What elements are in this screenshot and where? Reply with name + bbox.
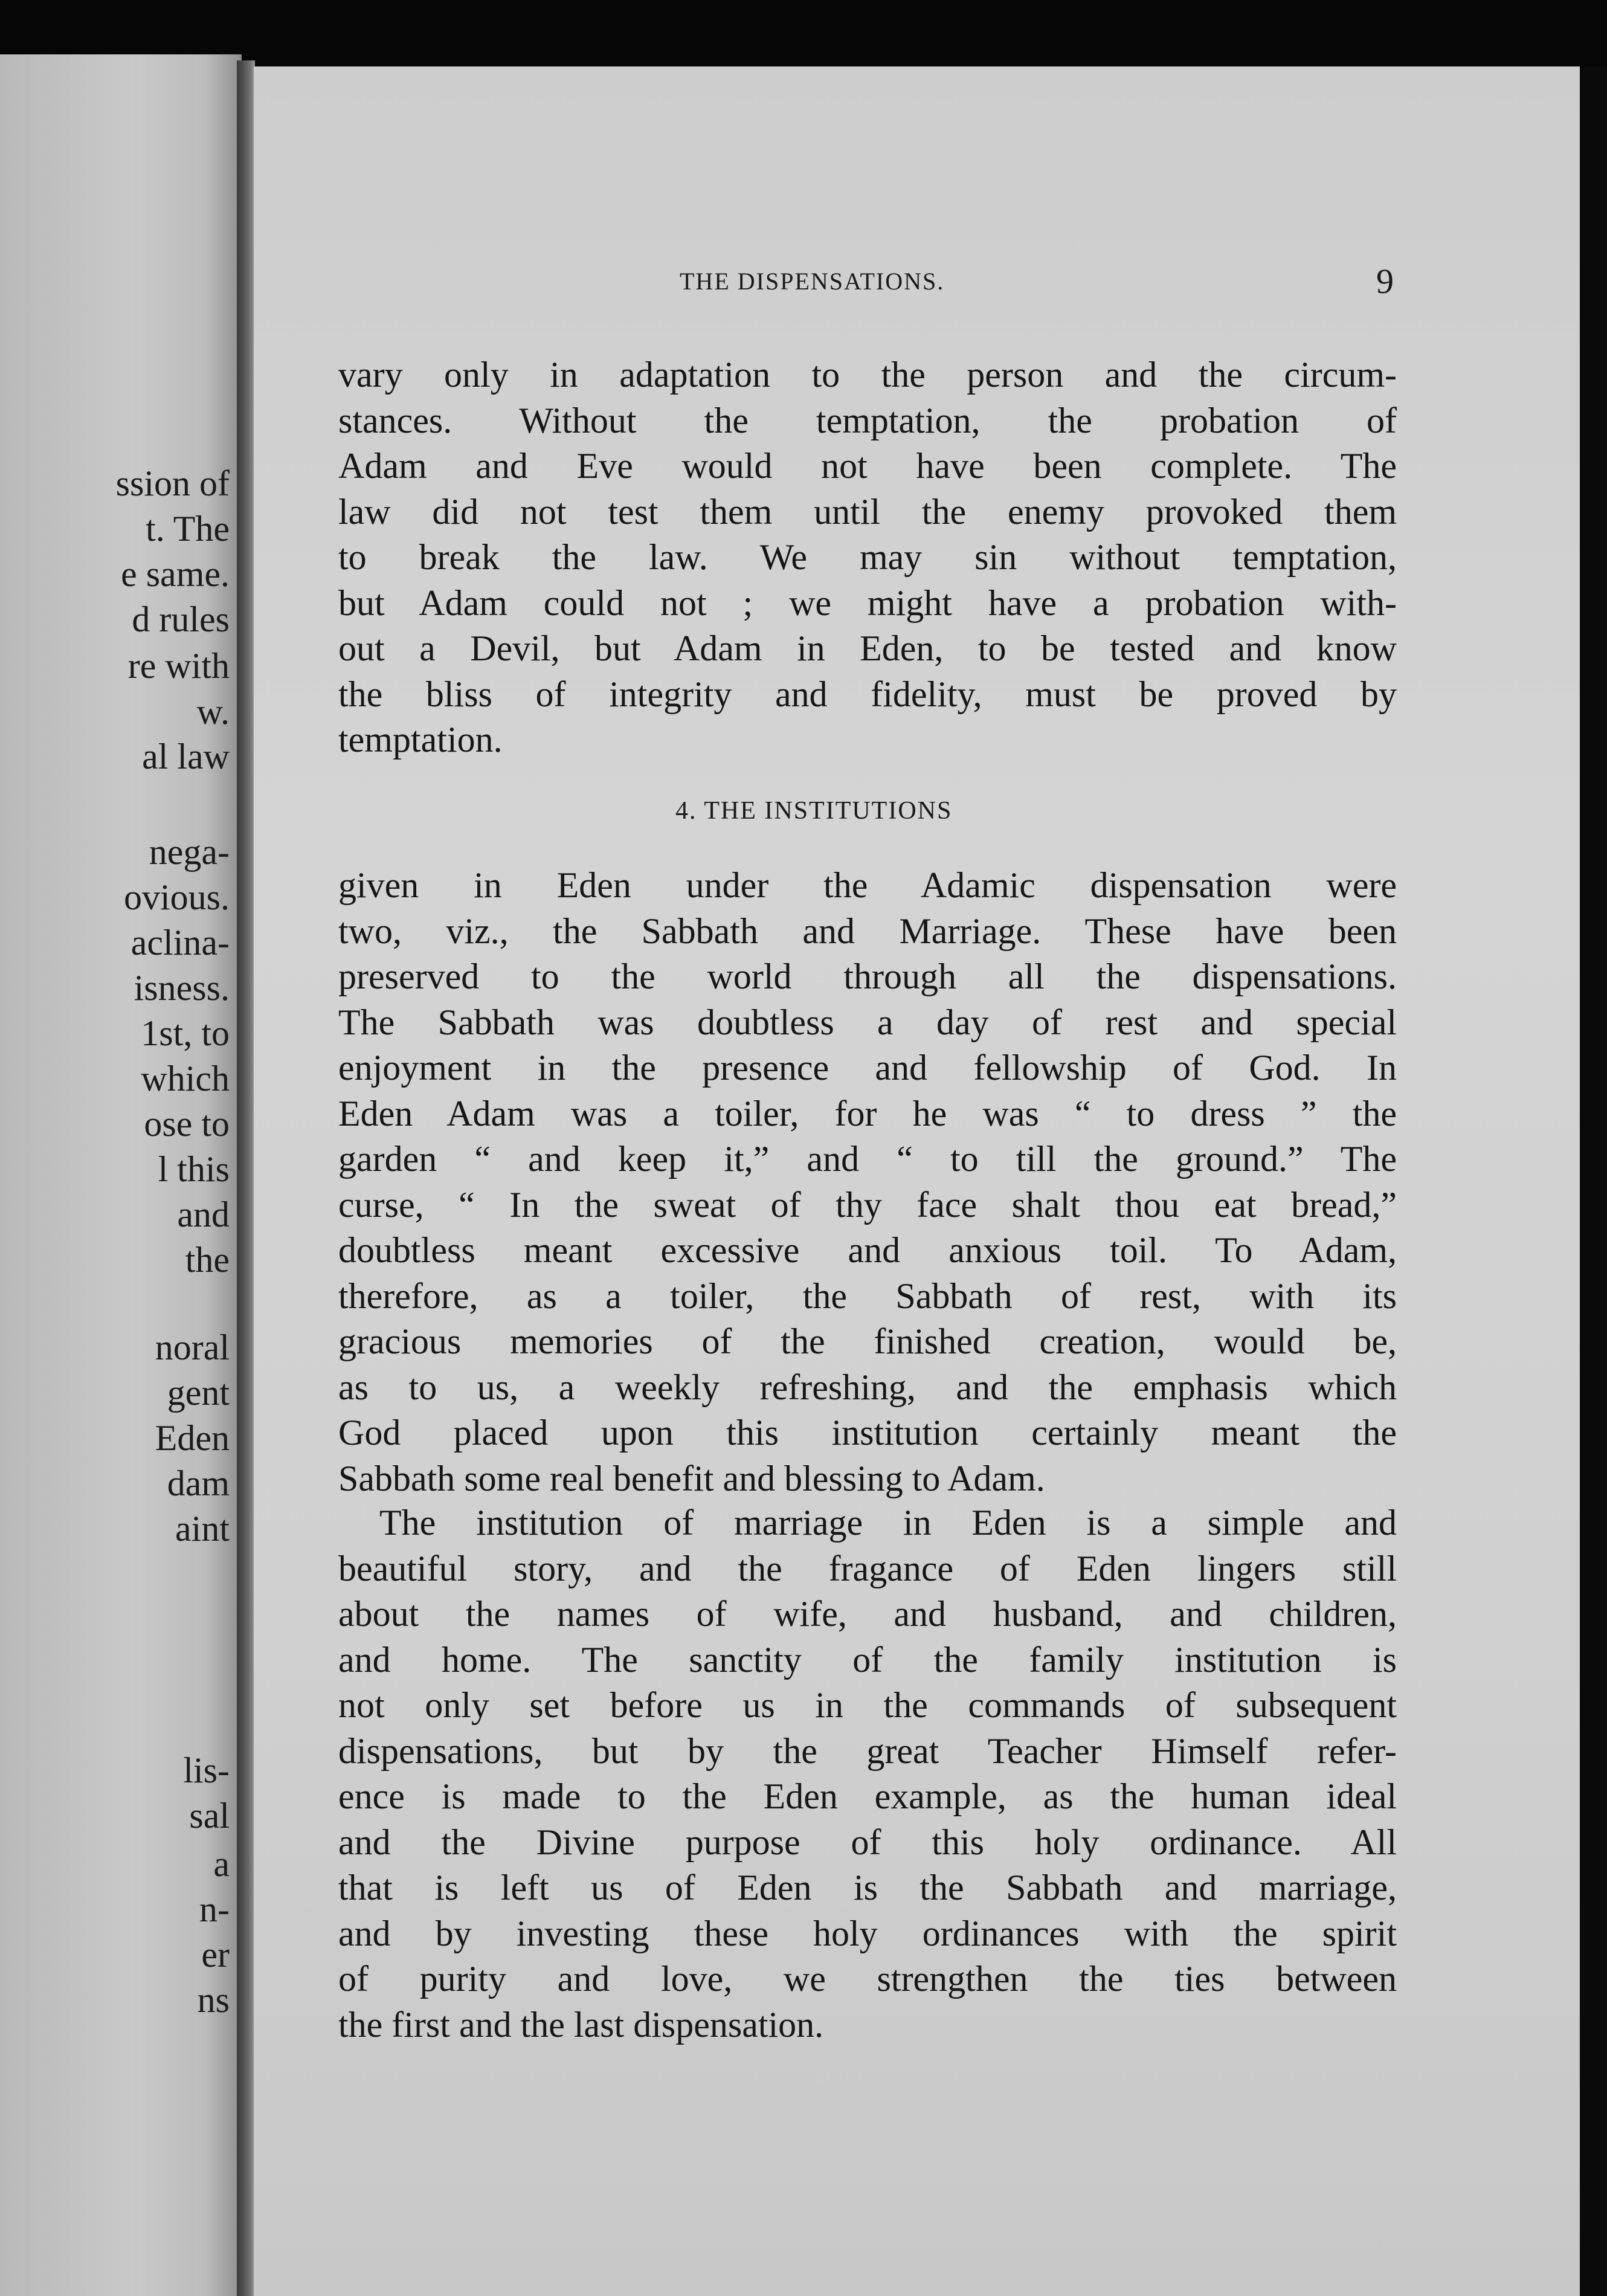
fragment-line: ovious. (123, 877, 230, 917)
text-line: doubtless meant excessive and anxious toil. To Adam, (338, 1230, 1397, 1270)
text-line: two, viz., the Sabbath and Marriage. These have been (338, 911, 1397, 951)
text-line: that is left us of Eden is the Sabbath and marriage, (338, 1868, 1397, 1907)
fragment-line: sal (189, 1796, 230, 1836)
text-line: dispensations, but by the great Teacher Himself refer- (338, 1730, 1397, 1771)
fragment-line: ssion of (115, 463, 230, 503)
fragment-line: 1st, to (141, 1013, 230, 1053)
fragment-line: aint (175, 1509, 230, 1549)
fragment-line: dam (167, 1463, 230, 1503)
fragment-line: noral (155, 1327, 230, 1367)
text-line: and by investing these holy ordinances with the spirit (338, 1913, 1397, 1953)
text-line: preserved to the world through all the dispensations. (338, 956, 1397, 996)
text-line: as to us, a weekly refreshing, and the emphasis which (338, 1367, 1397, 1407)
text-line: given in Eden under the Adamic dispensation were (338, 865, 1397, 905)
text-line: The Sabbath was doubtless a day of rest and special (338, 1002, 1397, 1042)
text-line: and the Divine purpose of this holy ordinance. All (338, 1822, 1397, 1862)
text-line: gracious memories of the finished creation, would be, (338, 1321, 1397, 1361)
fragment-line: t. The (146, 509, 230, 549)
text-line: beautiful story, and the fragance of Eden lingers still (338, 1548, 1397, 1588)
fragment-line: and (177, 1195, 230, 1234)
text-line: stances. Without the temptation, the probation of (338, 400, 1397, 440)
fragment-line: n- (199, 1889, 230, 1929)
book-gutter (237, 60, 255, 2296)
fragment-line: re with (127, 646, 230, 686)
fragment-line: nega- (149, 832, 230, 872)
fragment-line: l this (158, 1149, 230, 1189)
text-line: enjoyment in the presence and fellowship of God. In (338, 1048, 1397, 1088)
section-heading: 4. THE INSTITUTIONS (675, 797, 953, 825)
page-number: 9 (1376, 262, 1394, 301)
fragment-line: which (141, 1059, 230, 1098)
text-line: out a Devil, but Adam in Eden, to be tested and know (338, 628, 1397, 668)
text-line: but Adam could not ; we might have a probation with- (338, 582, 1397, 623)
fragment-line: Eden (155, 1418, 230, 1458)
text-line: law did not test them until the enemy provoked them (338, 491, 1397, 532)
fragment-line: er (201, 1935, 230, 1975)
text-line: vary only in adaptation to the person and the circum- (338, 355, 1397, 395)
running-head: THE DISPENSATIONS. (680, 268, 945, 295)
fragment-line: the (185, 1240, 230, 1280)
fragment-line: isness. (134, 968, 230, 1008)
text-line: to break the law. We may sin without temptation, (338, 537, 1397, 577)
text-line: about the names of wife, and husband, and children, (338, 1594, 1397, 1634)
text-line: The institution of marriage in Eden is a simple and (379, 1503, 1397, 1543)
text-line: curse, “ In the sweat of thy face shalt thou eat bread,” (338, 1184, 1397, 1225)
text-line: therefore, as a toiler, the Sabbath of rest, with its (338, 1275, 1397, 1316)
fragment-line: aclina- (130, 923, 230, 963)
text-line: Sabbath some real benefit and blessing to Adam. (338, 1458, 1045, 1498)
fragment-line: a (213, 1844, 230, 1884)
text-line: garden “ and keep it,” and “ to till the ground.” The (338, 1139, 1397, 1179)
text-line: of purity and love, we strengthen the ties between (338, 1959, 1397, 1999)
text-line: ence is made to the Eden example, as the human ideal (338, 1776, 1397, 1816)
text-line: not only set before us in the commands of subsequent (338, 1685, 1397, 1725)
text-line: the bliss of integrity and fidelity, must be proved by (338, 674, 1397, 714)
fragment-line: e same. (121, 554, 230, 594)
fragment-line: al law (142, 737, 230, 776)
text-line: and home. The sanctity of the family institution is (338, 1639, 1397, 1680)
fragment-line: w. (196, 692, 230, 732)
fragment-line: lis- (183, 1750, 230, 1790)
fragment-line: ose to (144, 1104, 230, 1144)
text-line: God placed upon this institution certainly meant the (338, 1413, 1397, 1453)
text-line: the first and the last dispensation. (338, 2004, 824, 2045)
fragment-line: d rules (132, 599, 230, 639)
text-line: Eden Adam was a toiler, for he was “ to dress ” the (338, 1093, 1397, 1133)
left-page-fragment (0, 54, 242, 2296)
fragment-line: gent (167, 1373, 230, 1413)
right-film-edge (1580, 66, 1607, 2296)
text-line: temptation. (338, 720, 503, 759)
text-line: Adam and Eve would not have been complete. The (338, 446, 1397, 486)
fragment-line: ns (197, 1980, 230, 2020)
